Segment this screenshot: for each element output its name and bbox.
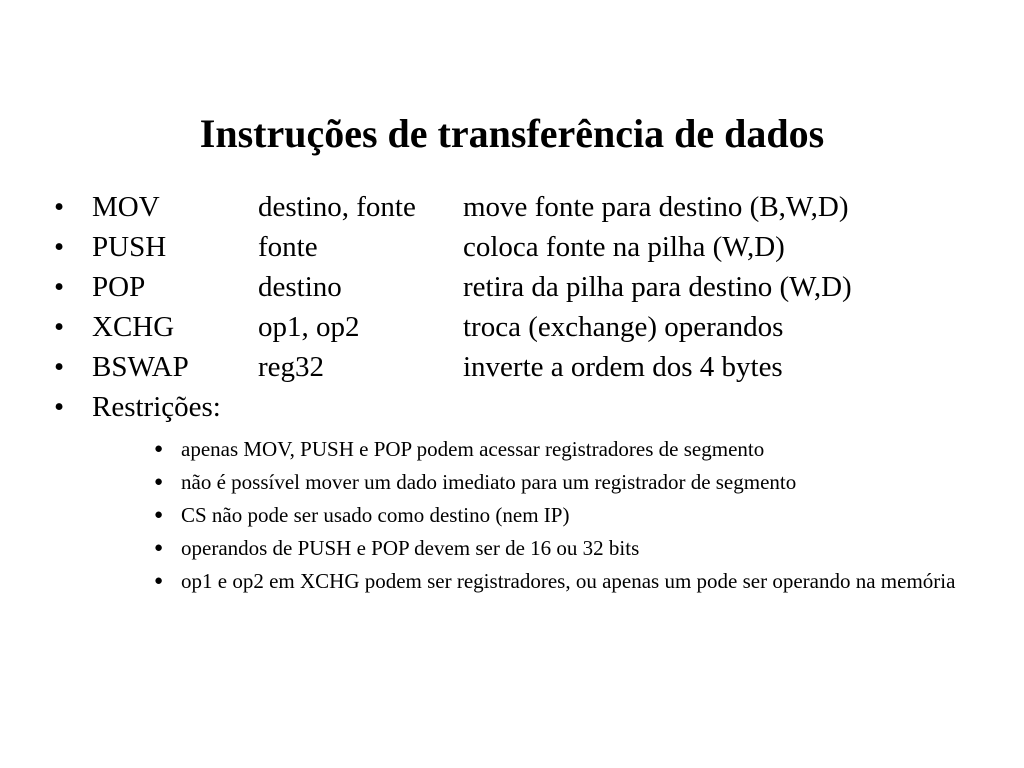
sub-bullet-icon: ● [154,474,164,490]
bullet-icon: • [54,231,65,263]
restriction-item [154,469,980,496]
restriction-item [154,502,980,529]
instruction-mnemonic: BSWAP [92,351,189,383]
restriction-text: CS não pode ser usado como destino (nem IP) [181,503,570,527]
bullet-icon: • [54,271,65,303]
instruction-row-xchg [54,307,984,347]
restriction-text: operandos de PUSH e POP devem ser de 16 ou 32 bits [181,536,640,560]
instruction-row-bswap [54,347,984,387]
restriction-text: apenas MOV, PUSH e POP podem acessar registradores de segmento [181,437,765,461]
instruction-mnemonic: XCHG [92,311,175,343]
instruction-description: troca (exchange) operandos [463,311,784,343]
sub-bullet-icon: ● [154,540,164,556]
instruction-operands: op1, op2 [258,311,360,343]
restrictions-heading-row [54,387,984,427]
instruction-row-push [54,227,984,267]
restriction-text: op1 e op2 em XCHG podem ser registradores, ou apenas um pode ser operando na memória [181,569,956,593]
restriction-text: não é possível mover um dado imediato para um registrador de segmento [181,470,797,494]
instruction-operands: destino [258,271,342,303]
instruction-mnemonic: POP [92,271,146,303]
instruction-mnemonic: MOV [92,191,160,223]
bullet-icon: • [54,351,65,383]
instruction-mnemonic: PUSH [92,231,167,263]
restrictions-heading: Restrições: [92,391,221,423]
bullet-icon: • [54,191,65,223]
instruction-description: move fonte para destino (B,W,D) [463,191,849,223]
instruction-description: coloca fonte na pilha (W,D) [463,231,785,263]
instruction-row-mov [54,187,984,227]
instruction-operands: fonte [258,231,318,263]
bullet-icon: • [54,391,65,423]
instruction-row-pop [54,267,984,307]
restriction-item [154,535,980,562]
sub-bullet-icon: ● [154,507,164,523]
restriction-item [154,568,980,595]
restrictions-list [154,436,980,601]
bullet-icon: • [54,311,65,343]
restriction-item [154,436,980,463]
slide-title: Instruções de transferência de dados [199,111,825,156]
sub-bullet-icon: ● [154,441,164,457]
instruction-operands: reg32 [258,351,325,383]
instruction-list [54,187,984,427]
sub-bullet-icon: ● [154,573,164,589]
instruction-operands: destino, fonte [258,191,416,223]
instruction-description: inverte a ordem dos 4 bytes [463,351,783,383]
instruction-description: retira da pilha para destino (W,D) [463,271,852,303]
